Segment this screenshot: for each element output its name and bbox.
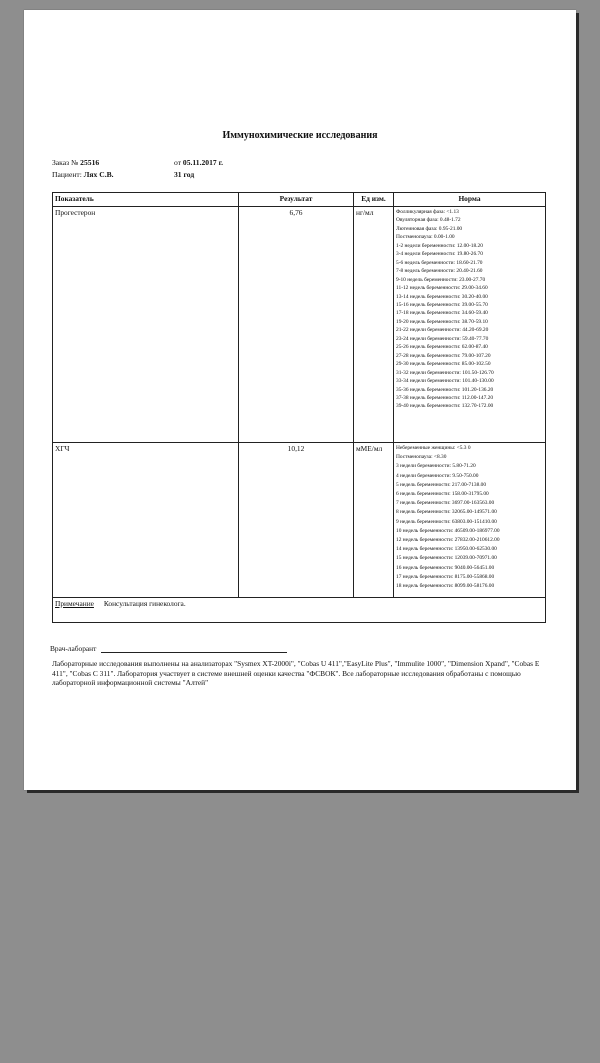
indicator-cell: ХГЧ: [53, 443, 239, 598]
norm-list: [396, 208, 543, 411]
order-info: [52, 158, 99, 167]
norm-cell: [394, 443, 546, 598]
header-indicator: Показатель: [53, 193, 239, 207]
norm-list: [396, 444, 543, 591]
norm-line: Постменопауза: 0.00-1.00: [396, 234, 455, 241]
norm-line: 7-8 недель беременности: 20.40-21.60: [396, 268, 483, 275]
norm-line: 14 недель беременности: 13950.00-62530.00: [396, 546, 497, 553]
norm-line: 15-16 недель беременности: 39.00-55.70: [396, 301, 488, 308]
norm-line: 3-4 недели беременности: 19.80-26.70: [396, 251, 483, 258]
norm-line: 13-14 недель беременности: 30.20-40.00: [396, 293, 488, 300]
norm-line: 9-10 недель беременности: 23.00-27.70: [396, 276, 486, 283]
result-cell: 10,12: [239, 443, 354, 598]
note-cell: [53, 598, 546, 623]
patient-name: Лях С.В.: [83, 170, 114, 179]
norm-line: Постменопауза: <8.30: [396, 454, 447, 461]
norm-line: 16 недель беременности: 9040.00-56451.00: [396, 564, 495, 571]
norm-line: 25-26 недель беременности: 62.00-87.40: [396, 344, 488, 351]
indicator-cell: Прогестерон: [53, 207, 239, 443]
patient-label: Пациент:: [52, 170, 82, 179]
norm-line: 11-12 недель беременности: 29.00-34.60: [396, 285, 488, 292]
norm-line: 17-18 недель беременности: 34.60-59.40: [396, 310, 488, 317]
age-value: 31 год: [174, 170, 195, 179]
date-value: 05.11.2017 г.: [182, 158, 224, 167]
norm-line: 21-22 недели беременности: 44.20-69.20: [396, 327, 489, 334]
result-cell: 6,76: [239, 207, 354, 443]
note-label: Примечание: [55, 599, 94, 608]
document-title: Иммунохимические исследования: [222, 130, 378, 141]
header-result: Результат: [239, 193, 354, 207]
order-label: Заказ №: [52, 158, 79, 167]
order-date: [174, 158, 223, 167]
norm-line: 3 недели беременности: 5.80-71.20: [396, 463, 476, 470]
norm-line: 37-38 недель беременности: 112.00-147.20: [396, 394, 494, 401]
norm-line: 1-2 недели беременности: 12.00-18.20: [396, 242, 483, 249]
norm-line: 15 недель беременности: 12039.00-70971.00: [396, 555, 497, 562]
norm-line: 6 недель беременности: 158.00-31795.00: [396, 491, 489, 498]
footer-note: Лабораторные исследования выполнены на анализаторах "Sysmex XT-2000i", "Cobas U 411","EasyLite Plus", "Immulite 1000", "Dimension Xpand", "Cobas E 411", "Cobas C 311". Лаборатория участвует в системе внешней оценки качества "ФСВОК". Все лабораторные исследования обработаны с помощью лабораторной информационной системы "Алтей": [52, 659, 540, 688]
note-row: [53, 598, 546, 623]
header-unit: Ед изм.: [354, 193, 394, 207]
table-row: [53, 207, 546, 443]
norm-line: 18 недель беременности: 8099.00-58176.00: [396, 583, 495, 590]
doctor-label: Врач-лаборант: [50, 644, 97, 653]
order-number: 25516: [80, 158, 100, 167]
note-text: Консультация гинеколога.: [103, 599, 186, 608]
norm-line: Овуляторная фаза: 0.48-1.72: [396, 217, 461, 224]
norm-line: Фолликулярная фаза: <1.13: [396, 209, 459, 215]
header-norm: Норма: [394, 193, 546, 207]
norm-line: Лютеиновая фаза: 0.95-21.00: [396, 225, 463, 232]
norm-line: 29-30 недель беременности: 85.00-102.50: [396, 361, 491, 368]
norm-line: 8 недель беременности: 32065.00-149571.00: [396, 509, 497, 516]
norm-line: 10 недель беременности: 46509.00-186977.00: [396, 527, 500, 534]
norm-line: 7 недель беременности: 3697.00-163563.00: [396, 500, 495, 507]
table-header-row: [53, 193, 546, 207]
norm-line: 39-40 недель беременности: 132.70-172.00: [396, 403, 494, 410]
norm-line: 33-34 недели беременности: 101.40-130.00: [396, 378, 494, 385]
signature-line: [101, 644, 287, 653]
norm-line: 23-24 недели беременности: 59.40-77.70: [396, 335, 489, 342]
norm-line: 5 недель беременности: 217.00-7138.00: [396, 481, 487, 488]
patient-info: [52, 170, 114, 179]
unit-cell: нг/мл: [354, 207, 394, 443]
norm-line: 19-20 недель беременности: 38.70-59.10: [396, 318, 488, 325]
document-page: [24, 10, 576, 790]
norm-line: Небеременные женщины: <5.3 0: [396, 445, 471, 451]
norm-line: 27-28 недель беременности: 79.00-107.20: [396, 352, 491, 359]
norm-line: 35-36 недель беременности: 101.20-136.20: [396, 386, 494, 393]
date-label: от: [174, 158, 182, 167]
norm-cell: [394, 207, 546, 443]
results-table: [52, 192, 546, 623]
norm-line: 4 недели беременности: 9.50-750.00: [396, 472, 479, 479]
norm-line: 31-32 недели беременности: 101.50-126.70: [396, 369, 494, 376]
doctor-signature: [50, 644, 287, 653]
norm-line: 9 недель беременности: 63803.00-151410.00: [396, 518, 497, 525]
norm-line: 17 недель беременности: 8175.00-55868.00: [396, 573, 495, 580]
norm-line: 5-6 недель беременности: 18.60-21.70: [396, 259, 483, 266]
patient-age: [174, 170, 194, 179]
table-row: [53, 443, 546, 598]
norm-line: 12 недель беременности: 27832.00-210612.00: [396, 537, 500, 544]
unit-cell: мМЕ/мл: [354, 443, 394, 598]
